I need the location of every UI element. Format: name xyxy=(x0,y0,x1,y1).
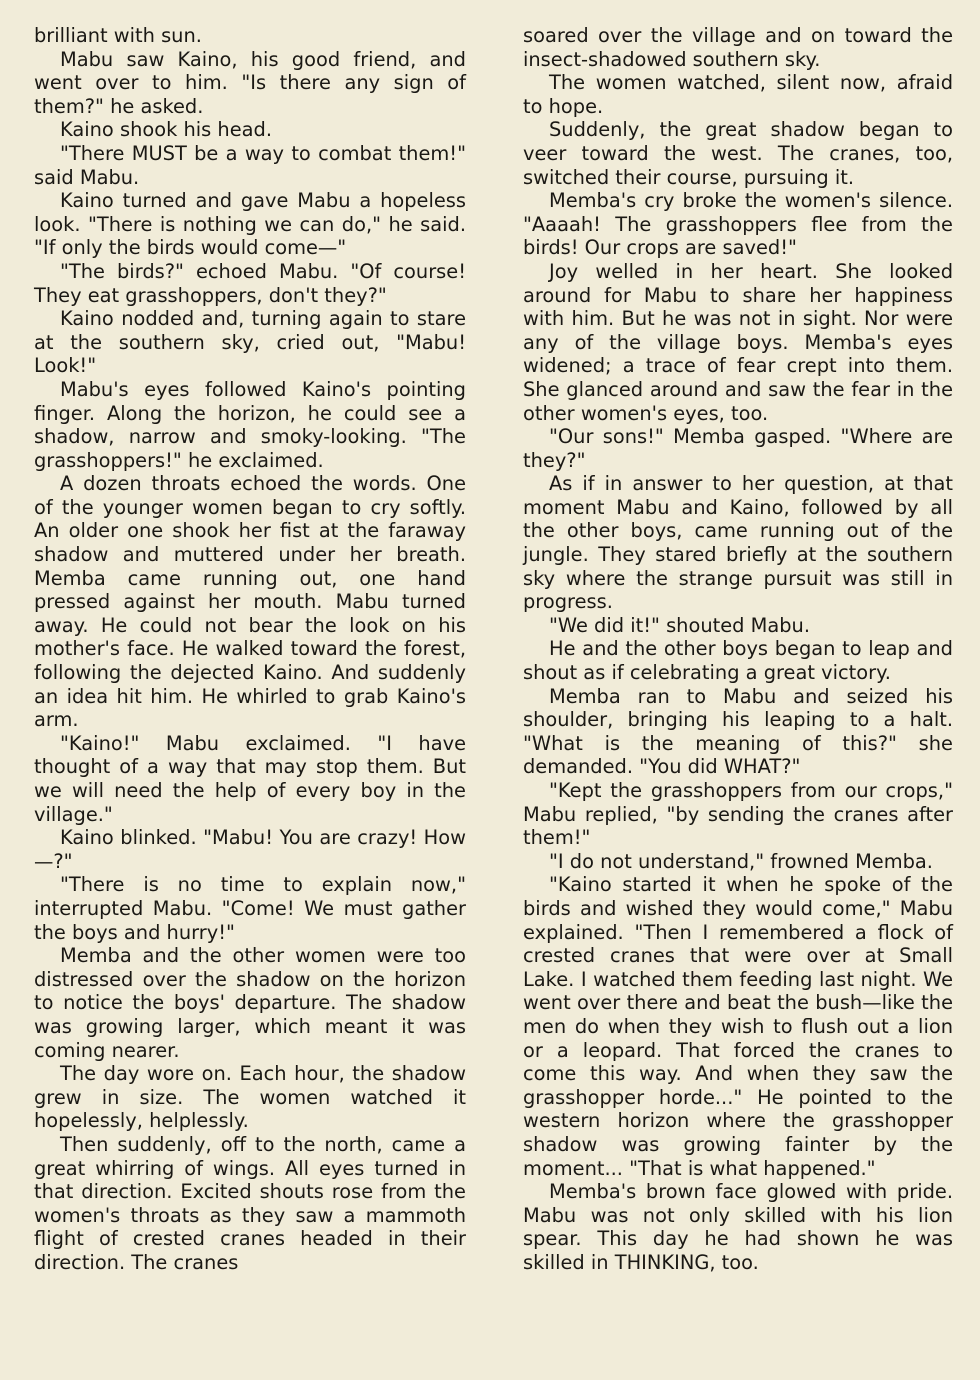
paragraph: Kaino blinked. "Mabu! You are crazy! How—?" xyxy=(34,826,466,873)
paragraph: Memba's cry broke the women's silence. "Aaaah! The grasshoppers flee from the birds! Our crops are saved!" xyxy=(523,189,953,260)
paragraph: Kaino nodded and, turning again to stare at the southern sky, cried out, "Mabu! Look!" xyxy=(34,307,466,378)
paragraph: "I do not understand," frowned Memba. xyxy=(549,849,933,873)
paragraph: Memba's brown face glowed with pride. Mabu was not only skilled with his lion spear. This day he had shown he was skilled in THINKING, too. xyxy=(523,1180,953,1274)
paragraph: "There is no time to explain now," interrupted Mabu. "Come! We must gather the boys and hurry!" xyxy=(34,873,466,944)
paragraph: soared over the village and on toward the insect-shadowed southern sky. xyxy=(523,24,953,71)
paragraph: brilliant with sun. xyxy=(34,24,202,47)
paragraph: Kaino shook his head. xyxy=(60,118,272,142)
paragraph: Mabu's eyes followed Kaino's pointing finger. Along the horizon, he could see a shadow, narrow and smoky-looking. "The grasshoppers!" he exclaimed. xyxy=(34,377,466,472)
paragraph: "Kept the grasshoppers from our crops," Mabu replied, "by sending the cranes after them!" xyxy=(523,779,953,850)
left-column xyxy=(34,24,466,1274)
paragraph: "There MUST be a way to combat them!" said Mabu. xyxy=(34,141,466,189)
paragraph: Memba and the other women were too distressed over the shadow on the horizon to notice the boys' departure. The shadow was growing larger, which meant it was coming nearer. xyxy=(34,944,466,1062)
paragraph: He and the other boys began to leap and shout as if celebrating a great victory. xyxy=(523,637,953,685)
paragraph: Suddenly, the great shadow began to veer toward the west. The cranes, too, switched their course, pursuing it. xyxy=(523,118,953,189)
paragraph: As if in answer to her question, at that moment Mabu and Kaino, followed by all the other boys, came running out of the jungle. They stared briefly at the southern sky where the strange pursuit was still in progress. xyxy=(523,472,953,614)
paragraph: Memba ran to Mabu and seized his shoulder, bringing his leaping to a halt. "What is the meaning of this?" she demanded. "You did WHAT?" xyxy=(523,684,953,779)
paragraph: Mabu saw Kaino, his good friend, and went over to him. "Is there any sign of them?" he asked. xyxy=(34,47,466,118)
right-column xyxy=(523,24,953,1274)
paragraph: The day wore on. Each hour, the shadow grew in size. The women watched it hopelessly, helplessly. xyxy=(34,1062,466,1133)
paragraph: Kaino turned and gave Mabu a hopeless look. "There is nothing we can do," he said. "If only the birds would come—" xyxy=(34,189,466,260)
paragraph: A dozen throats echoed the words. One of the younger women began to cry softly. An older one shook her fist at the faraway shadow and muttered under her breath. Memba came running out, one hand pressed against her mouth. Mabu turned away. He could not bear the look on his mother's face. He walked toward the forest, following the dejected Kaino. And suddenly an idea hit him. He whirled to grab Kaino's arm. xyxy=(34,472,466,732)
paragraph: Joy welled in her heart. She looked around for Mabu to share her happiness with him. But he was not in sight. Nor were any of the village boys. Memba's eyes widened; a trace of fear crept into them. She glanced around and saw the fear in the other women's eyes, too. xyxy=(523,259,953,425)
paragraph: "We did it!" shouted Mabu. xyxy=(549,613,810,637)
paragraph: "Kaino started it when he spoke of the birds and wished they would come," Mabu explained. "Then I remembered a flock of crested cranes that were over at Small Lake. I watched them feeding last night. We went over there and beat the bush—like the men do when they wish to flush out a lion or a leopard. That forced the cranes to come this way. And when they saw the grasshopper horde..." He pointed to the western horizon where the grasshopper shadow was growing fainter by the moment... "That is what happened." xyxy=(523,873,953,1180)
paragraph: "Kaino!" Mabu exclaimed. "I have thought of a way that may stop them. But we will need the help of every boy in the village." xyxy=(34,731,466,826)
paragraph: "Our sons!" Memba gasped. "Where are they?" xyxy=(523,425,953,472)
paragraph: Then suddenly, off to the north, came a great whirring of wings. All eyes turned in that direction. Excited shouts rose from the women's throats as they saw a mammoth flight of crested cranes headed in their direction. The cranes xyxy=(34,1132,466,1274)
paragraph: "The birds?" echoed Mabu. "Of course! They eat grasshoppers, don't they?" xyxy=(34,259,466,307)
paragraph: The women watched, silent now, afraid to hope. xyxy=(523,71,953,118)
